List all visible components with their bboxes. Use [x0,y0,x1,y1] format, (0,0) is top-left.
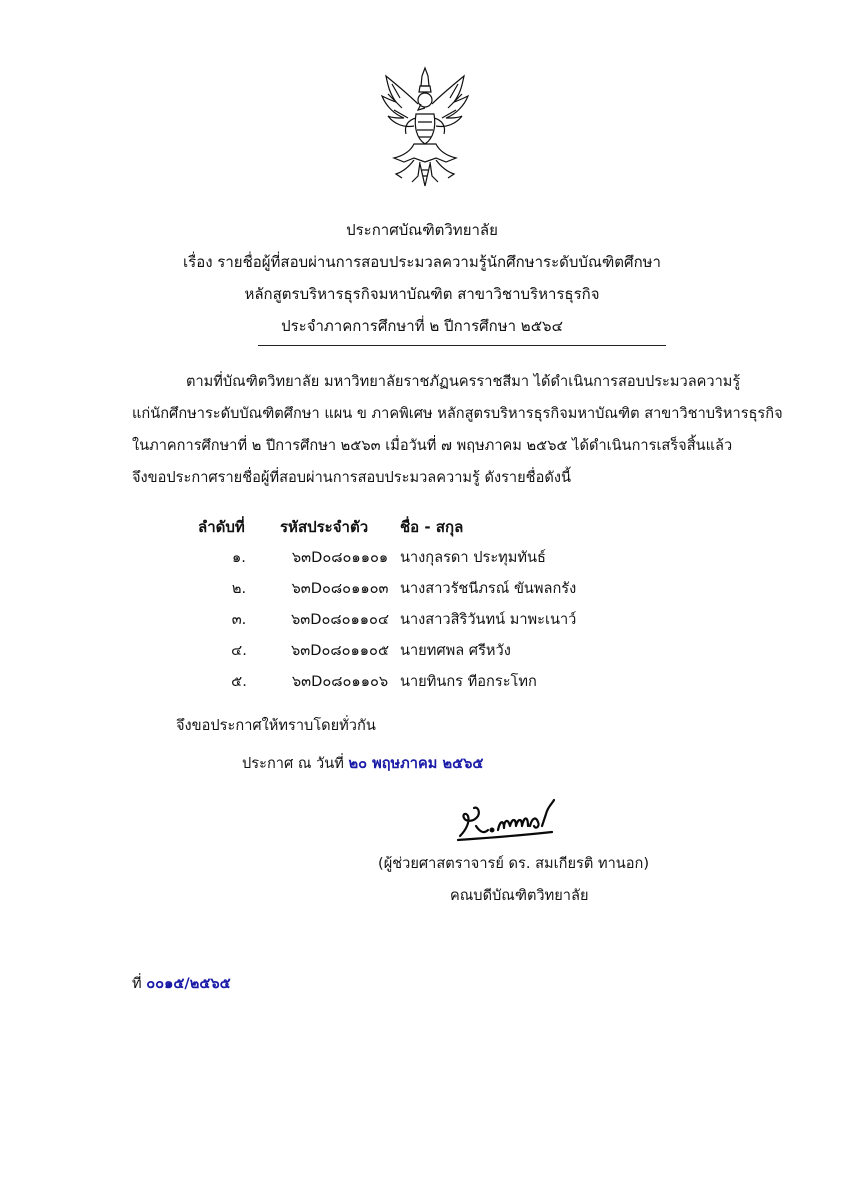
announce-date: ๒๐ พฤษภาคม ๒๕๖๕ [348,755,484,772]
body-line-3: ในภาคการศึกษาที่ ๒ ปีการศึกษา ๒๕๖๓ เมื่อวันที่ ๗ พฤษภาคม ๒๕๖๕ ได้ดำเนินการเสร็จสิ้นแล้ว [132,437,733,454]
order-cell: ๑. [232,549,246,566]
body-line-4: จึงขอประกาศรายชื่อผู้ที่สอบผ่านการสอบประมวลความรู้ ดังรายชื่อดังนี้ [132,469,571,486]
announcement-subject: เรื่อง รายชื่อผู้ที่สอบผ่านการสอบประมวลความรู้นักศึกษาระดับบัณฑิตศึกษา [183,253,661,271]
table-row [198,542,660,573]
term-line: ประจำภาคการศึกษาที่ ๒ ปีการศึกษา ๒๕๖๔ [281,317,563,335]
order-cell: ๕. [231,673,247,690]
handwritten-signature [456,796,566,844]
student-name-cell: นายทศพล ศรีหวัง [400,642,511,659]
col-header-student-id: รหัสประจำตัว [280,518,369,536]
reference-line [132,972,231,995]
student-name-cell: นางสาวรัชนีภรณ์ ขันพลกรัง [400,580,577,597]
student-id-cell: ๖๓D๐๘๐๑๑๐๖ [291,673,389,690]
student-id-cell: ๖๓D๐๘๐๑๑๐๔ [290,611,390,628]
announce-date-line [242,752,483,775]
order-cell: ๓. [231,611,247,628]
table-row [198,573,660,604]
body-line-1: ตามที่บัณฑิตวิทยาลัย มหาวิทยาลัยราชภัฏนครราชสีมา ได้ดำเนินการสอบประมวลความรู้ [186,373,741,390]
col-header-name: ชื่อ - สกุล [400,518,464,536]
table-header-row [198,512,660,542]
student-id-cell: ๖๓D๐๘๐๑๑๐๑ [291,549,389,566]
header-divider [258,345,666,346]
table-row [198,666,660,697]
student-id-cell: ๖๓D๐๘๐๑๑๐๕ [290,642,390,659]
table-row [198,635,660,666]
body-line-2: แก่นักศึกษาระดับบัณฑิตศึกษา แผน ข ภาคพิเศษ หลักสูตรบริหารธุรกิจมหาบัณฑิต สาขาวิชาบริหารธุรกิจ [132,405,783,422]
signatory-name: (ผู้ช่วยศาสตราจารย์ ดร. สมเกียรติ ทานอก) [378,855,650,872]
program-line: หลักสูตรบริหารธุรกิจมหาบัณฑิต สาขาวิชาบริหารธุรกิจ [244,285,600,303]
student-name-cell: นายทินกร ทีอกระโทก [400,673,537,690]
reference-number: ๐๐๑๕/๒๕๖๕ [146,975,231,992]
student-name-cell: นางสาวสิริวันทน์ มาพะเนาว์ [400,611,577,628]
closing-line: จึงขอประกาศให้ทราบโดยทั่วกัน [176,717,376,734]
signatory-position: คณบดีบัณฑิตวิทยาลัย [450,887,589,904]
reference-prefix: ที่ [132,975,142,992]
garuda-emblem-icon [380,64,470,189]
student-id-cell: ๖๓D๐๘๐๑๑๐๓ [291,580,389,597]
col-header-order: ลำดับที่ [198,518,245,536]
order-cell: ๔. [231,642,247,659]
table-row [198,604,660,635]
order-cell: ๒. [231,580,247,597]
announce-prefix: ประกาศ ณ วันที่ [242,755,344,772]
announcement-title: ประกาศบัณฑิตวิทยาลัย [346,221,498,239]
student-name-cell: นางกุลรดา ประทุมทันธ์ [400,549,546,566]
passed-students-table [198,512,660,697]
